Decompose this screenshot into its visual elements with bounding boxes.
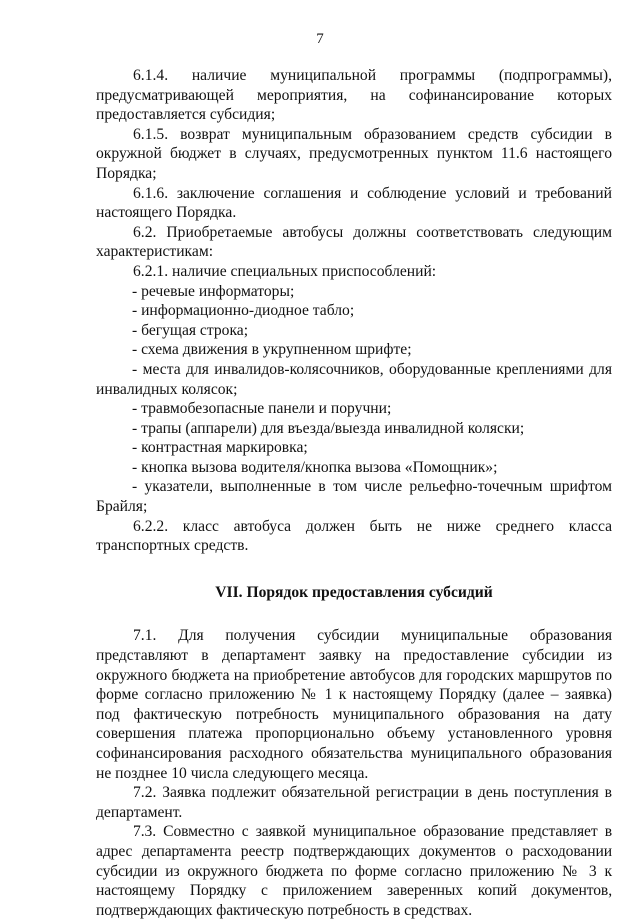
paragraph-6-1-4: 6.1.4. наличие муниципальной программы (подпрограммы), предусматривающей мероприятия, на софинансирование которых предоставляется субсидия; xyxy=(96,67,612,124)
document-body xyxy=(96,66,612,920)
list-item: - места для инвалидов-колясочников, оборудованные креплениями для инвалидных колясок; xyxy=(96,360,612,398)
paragraph-6-1-5: 6.1.5. возврат муниципальным образованием средств субсидии в окружной бюджет в случаях, предусмотренных пунктом 11.6 настоящего Порядка; xyxy=(96,125,612,182)
list-item: - информационно-диодное табло; xyxy=(132,302,355,320)
paragraph-6-2-2: 6.2.2. класс автобуса должен быть не ниже среднего класса транспортных средств. xyxy=(96,517,612,555)
section-heading: VII. Порядок предоставления субсидий xyxy=(215,583,493,601)
paragraph-6-1-6: 6.1.6. заключение соглашения и соблюдение условий и требований настоящего Порядка. xyxy=(96,184,612,222)
list-item: - речевые информаторы; xyxy=(132,282,295,300)
paragraph-6-2-1: 6.2.1. наличие специальных приспособлений: xyxy=(133,262,437,280)
paragraph-6-2: 6.2. Приобретаемые автобусы должны соответствовать следующим характеристикам: xyxy=(96,223,612,261)
list-item: - схема движения в укрупненном шрифте; xyxy=(132,341,412,359)
paragraph-7-3: 7.3. Совместно с заявкой муниципальное образование представляет в адрес департамента реестр подтверждающих документов о расходовании субсидии из окружного бюджета по форме согласно приложению № 3 к настоящему Порядку с приложением заверенных копий документов, подтверждающих фактическую потребность в средствах. xyxy=(96,823,612,919)
page-number: 7 xyxy=(316,31,324,47)
paragraph-7-1: 7.1. Для получения субсидии муниципальные образования представляют в департамент заявку на предоставление субсидии из окружного бюджета на приобретение автобусов для городских маршрутов по форме согласно приложению № 1 к настоящему Порядку (далее – заявка) под фактическую потребность муниципального образования на дату совершения платежа пропорционально объему установленного уровня софинансирования расходного обязательства муниципального образования не позднее 10 числа следующего месяца. xyxy=(96,627,612,782)
list-item: - указатели, выполненные в том числе рельефно-точечным шрифтом Брайля; xyxy=(96,478,612,516)
list-item: - трапы (аппарели) для въезда/выезда инвалидной коляски; xyxy=(132,419,525,437)
list-item: - бегущая строка; xyxy=(132,321,249,339)
list-item: - травмобезопасные панели и поручни; xyxy=(132,400,392,418)
list-item: - кнопка вызова водителя/кнопка вызова «Помощник»; xyxy=(132,458,498,476)
list-item: - контрастная маркировка; xyxy=(132,439,308,457)
paragraph-7-2: 7.2. Заявка подлежит обязательной регистрации в день поступления в департамент. xyxy=(96,784,612,821)
